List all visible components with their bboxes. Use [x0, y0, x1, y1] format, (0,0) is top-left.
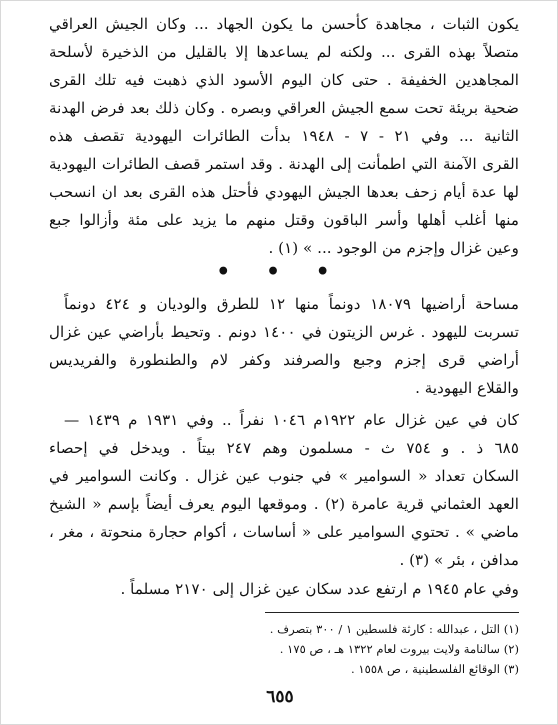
text-line: ضحية بريئة تحت سمع الجيش العراقي وبصره . وكان ذلك بعد فرض الهدنة [49, 99, 519, 117]
text-line: كان في عين غزال عام ١٩٢٢م ١٠٤٦ نفراً .. وفي ١٩٣١ م ١٤٣٩ — [64, 411, 519, 429]
footnote: (٢) سالنامة ولايت بيروت لعام ١٣٢٢ هـ ، ص ١٧٥ . [279, 642, 519, 656]
text-line: يكون الثبات ، مجاهدة كأحسن ما يكون الجهاد ... وكان الجيش العراقي [49, 15, 519, 33]
text-line: السكان تعداد « السوامير » في جنوب عين غزال . وكانت السوامير في [49, 467, 519, 485]
page-number: ٦٥٥ [266, 687, 294, 707]
text-line: وعين غزال وإجزم من الوجود ... » (١) . [268, 239, 519, 257]
footnote: (١) التل ، عبدالله : كارثة فلسطين ١ / ٣٠٠ بتصرف . [269, 622, 519, 636]
footnote: (٣) الوقائع الفلسطينية ، ص ١٥٥٨ . [350, 662, 519, 676]
text-line: متصلاً بهذه القرى ... ولكنه لم يساعدها إلا بالقليل من الذخيرة لأسلحة [49, 43, 519, 61]
footnote-divider [265, 612, 519, 613]
text-line: مدافن ، بئر » (٣) . [399, 551, 519, 569]
text-line: العهد العثماني قرية عامرة (٢) . وموقعها اليوم يعرف أيضاً بإسم « الشيخ [49, 495, 519, 513]
section-separator: • • • [216, 259, 344, 285]
text-line: والقلاع اليهودية . [415, 379, 519, 397]
text-line: وفي عام ١٩٤٥ م ارتفع عدد سكان عين غزال إلى ٢١٧٠ مسلماً . [120, 580, 519, 598]
text-line: ماضي » . تحتوي السوامير على « أساسات ، أكوام حجارة منحوتة ، مغر ، [49, 523, 519, 541]
text-line: الثانية ... وفي ٢١ - ٧ - ١٩٤٨ بدأت الطائرات اليهودية تقصف هذه [49, 127, 519, 145]
text-line: مساحة أراضيها ١٨٠٧٩ دونماً منها ١٢ للطرق والوديان و ٤٢٤ دونماً [64, 295, 519, 313]
text-line: لها عدة أيام زحف بعدها الجيش اليهودي فأحتل هذه القرى بعد ان انسحب [49, 183, 519, 201]
text-line: منها أغلب أهلها وأسر الباقون وقتل منهم ما يزيد على مئة وأزالوا جبع [49, 211, 519, 229]
text-line: القرى الآمنة التي اطمأنت إلى الهدنة . وقد استمر قصف الطائرات اليهودية [49, 155, 519, 173]
text-line: تسربت لليهود . غرس الزيتون في ١٤٠٠ دونم . وتحيط بأراضي عين غزال [49, 323, 519, 341]
text-line: ٦٨٥ ذ . و ٧٥٤ ث - مسلمون وهم ٢٤٧ بيتاً . ويدخل في إحصاء [49, 439, 519, 457]
text-line: أراضي قرى إجزم وجبع والصرفند وكفر لام والطنطورة والفريديس [49, 351, 519, 369]
text-line: المجاهدين الخفيفة . حتى كان اليوم الأسود الذي ذهبت فيه تلك القرى [49, 71, 519, 89]
